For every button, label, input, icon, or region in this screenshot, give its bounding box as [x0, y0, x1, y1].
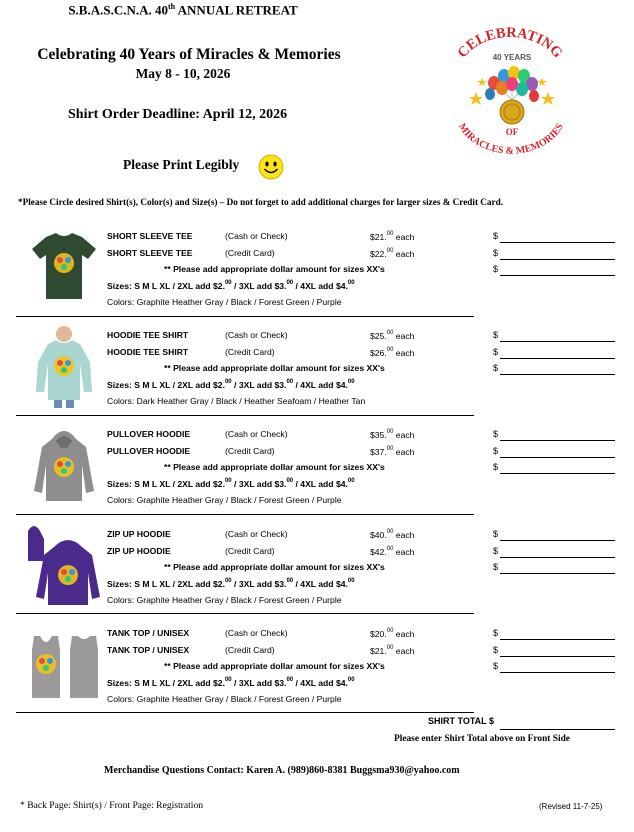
payment-cash: (Cash or Check): [225, 330, 288, 340]
amount-field-xx[interactable]: [500, 672, 615, 673]
price-credit: $21.00 each: [370, 645, 415, 656]
payment-cash: (Cash or Check): [225, 231, 288, 241]
shirt-total-field[interactable]: [500, 729, 615, 730]
color-options[interactable]: Colors: Graphite Heather Gray / Black / Forest Green / Purple: [107, 595, 342, 605]
dollar-sign: $: [493, 264, 499, 274]
dollar-sign: $: [493, 462, 499, 472]
logo-celebrating: CELEBRATING: [454, 26, 566, 62]
back-page-note: * Back Page: Shirt(s) / Front Page: Registration: [20, 800, 204, 811]
product-name-cash: ZIP UP HOODIE: [107, 529, 171, 539]
price-credit: $37.00 each: [370, 446, 415, 457]
product-name-cash: TANK TOP / UNISEX: [107, 628, 190, 638]
dollar-sign: $: [493, 562, 499, 572]
price-credit: $26.00 each: [370, 347, 415, 358]
enter-total-note: Please enter Shirt Total above on Front Side: [394, 734, 570, 744]
merchandise-contact: Merchandise Questions Contact: Karen A. (989)860-8381 Buggsma930@yahoo.com: [104, 765, 460, 776]
amount-field-credit[interactable]: [500, 557, 615, 558]
xx-size-note: ** Please add appropriate dollar amount for sizes XX's: [164, 562, 385, 572]
xx-size-note: ** Please add appropriate dollar amount for sizes XX's: [164, 661, 385, 671]
xx-size-note: ** Please add appropriate dollar amount for sizes XX's: [164, 462, 385, 472]
product-image: [24, 620, 104, 708]
color-options[interactable]: Colors: Graphite Heather Gray / Black / Forest Green / Purple: [107, 495, 342, 505]
section-divider: [16, 316, 474, 317]
print-legibly-note: Please Print Legibly: [123, 157, 240, 172]
size-options[interactable]: Sizes: S M L XL / 2XL add $2.00 / 3XL add $3.00 / 4XL add $4.00: [107, 478, 355, 489]
dollar-sign: $: [493, 347, 499, 357]
logo-miracles-memories: MIRACLES & MEMORIES: [456, 121, 566, 157]
price-cash: $21.00 each: [370, 231, 415, 242]
section-divider: [16, 712, 474, 713]
price-cash: $20.00 each: [370, 628, 415, 639]
product-image: [24, 223, 104, 311]
size-options[interactable]: Sizes: S M L XL / 2XL add $2.00 / 3XL add $3.00 / 4XL add $4.00: [107, 280, 355, 291]
price-cash: $25.00 each: [370, 330, 415, 341]
product-name-cash: PULLOVER HOODIE: [107, 429, 191, 439]
payment-credit: (Credit Card): [225, 248, 275, 258]
product-image: [24, 421, 104, 509]
amount-field-credit[interactable]: [500, 358, 615, 359]
size-options[interactable]: Sizes: S M L XL / 2XL add $2.00 / 3XL add $3.00 / 4XL add $4.00: [107, 677, 355, 688]
amount-field-cash[interactable]: [500, 639, 615, 640]
balloons-icon: [485, 66, 539, 102]
product-image: [24, 521, 104, 609]
retreat-dates: May 8 - 10, 2026: [135, 66, 231, 81]
section-divider: [16, 415, 474, 416]
dollar-sign: $: [493, 248, 499, 258]
dollar-sign: $: [493, 628, 499, 638]
dollar-sign: $: [493, 231, 499, 241]
size-options[interactable]: Sizes: S M L XL / 2XL add $2.00 / 3XL add $3.00 / 4XL add $4.00: [107, 379, 355, 390]
order-deadline: Shirt Order Deadline: April 12, 2026: [68, 107, 288, 122]
color-options[interactable]: Colors: Dark Heather Gray / Black / Heather Seafoam / Heather Tan: [107, 396, 366, 406]
payment-cash: (Cash or Check): [225, 529, 288, 539]
product-name-credit: ZIP UP HOODIE: [107, 546, 171, 556]
xx-size-note: ** Please add appropriate dollar amount for sizes XX's: [164, 363, 385, 373]
amount-field-credit[interactable]: [500, 259, 615, 260]
price-cash: $35.00 each: [370, 429, 415, 440]
section-divider: [16, 514, 474, 515]
product-name-cash: HOODIE TEE SHIRT: [107, 330, 189, 340]
product-name-credit: PULLOVER HOODIE: [107, 446, 191, 456]
amount-field-xx[interactable]: [500, 573, 615, 574]
dollar-sign: $: [493, 645, 499, 655]
retreat-subtitle: Celebrating 40 Years of Miracles & Memories: [37, 46, 341, 63]
section-divider: [16, 613, 474, 614]
price-credit: $42.00 each: [370, 546, 415, 557]
dollar-sign: $: [493, 363, 499, 373]
smiley-icon: [258, 154, 284, 180]
payment-cash: (Cash or Check): [225, 628, 288, 638]
xx-size-note: ** Please add appropriate dollar amount for sizes XX's: [164, 264, 385, 274]
product-image: [24, 322, 104, 410]
dollar-sign: $: [493, 429, 499, 439]
payment-credit: (Credit Card): [225, 347, 275, 357]
amount-field-xx[interactable]: [500, 374, 615, 375]
amount-field-cash[interactable]: [500, 440, 615, 441]
payment-credit: (Credit Card): [225, 645, 275, 655]
amount-field-xx[interactable]: [500, 473, 615, 474]
payment-credit: (Credit Card): [225, 446, 275, 456]
amount-field-cash[interactable]: [500, 242, 615, 243]
amount-field-credit[interactable]: [500, 457, 615, 458]
dollar-sign: $: [493, 661, 499, 671]
dollar-sign: $: [493, 546, 499, 556]
payment-cash: (Cash or Check): [225, 429, 288, 439]
shirt-total-label: SHIRT TOTAL $: [428, 716, 495, 726]
product-name-credit: SHORT SLEEVE TEE: [107, 248, 193, 258]
amount-field-cash[interactable]: [500, 540, 615, 541]
product-name-cash: SHORT SLEEVE TEE: [107, 231, 193, 241]
dollar-sign: $: [493, 446, 499, 456]
price-cash: $40.00 each: [370, 529, 415, 540]
celebration-logo: [446, 26, 574, 158]
price-credit: $22.00 each: [370, 248, 415, 259]
logo-of: OF: [505, 127, 519, 137]
product-name-credit: HOODIE TEE SHIRT: [107, 347, 189, 357]
revised-date: (Revised 11-7-25): [539, 802, 603, 811]
amount-field-credit[interactable]: [500, 656, 615, 657]
dollar-sign: $: [493, 529, 499, 539]
amount-field-cash[interactable]: [500, 341, 615, 342]
product-name-credit: TANK TOP / UNISEX: [107, 645, 190, 655]
order-instructions: *Please Circle desired Shirt(s), Color(s) and Size(s) – Do not forget to add additional charges for larger sizes & Credit Card.: [18, 197, 504, 207]
color-options[interactable]: Colors: Graphite Heather Gray / Black / Forest Green / Purple: [107, 297, 342, 307]
color-options[interactable]: Colors: Graphite Heather Gray / Black / Forest Green / Purple: [107, 694, 342, 704]
dollar-sign: $: [493, 330, 499, 340]
size-options[interactable]: Sizes: S M L XL / 2XL add $2.00 / 3XL add $3.00 / 4XL add $4.00: [107, 578, 355, 589]
retreat-title: S.B.A.S.C.N.A. 40th ANNUAL RETREAT: [68, 2, 298, 18]
logo-40-years: 40 YEARS: [492, 53, 532, 62]
payment-credit: (Credit Card): [225, 546, 275, 556]
amount-field-xx[interactable]: [500, 275, 615, 276]
